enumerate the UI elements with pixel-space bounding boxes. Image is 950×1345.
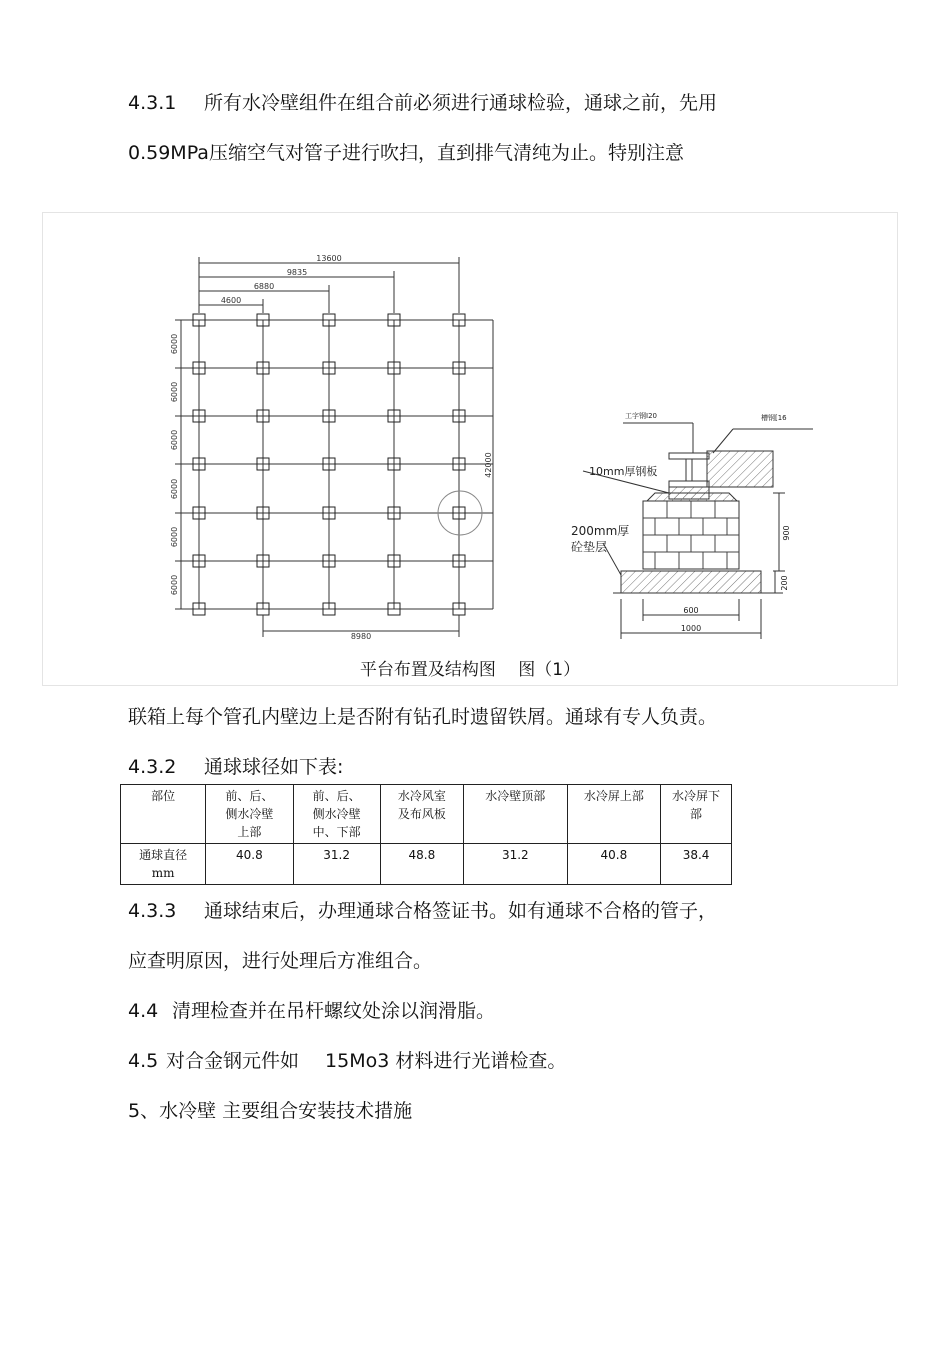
table-cell: 48.8 — [380, 844, 463, 885]
paragraph-4-3-1-line1 — [128, 88, 717, 115]
figure-platform-layout — [42, 212, 898, 686]
dim-base: 200 — [780, 575, 789, 591]
dim-left-4: 6000 — [170, 478, 179, 500]
table-cell: 40.8 — [567, 844, 660, 885]
table-header-cell — [567, 785, 660, 844]
dim-left-5: 6000 — [170, 526, 179, 548]
table-cell: 38.4 — [661, 844, 732, 885]
dim-top-1: 13600 — [316, 254, 342, 263]
pad-label-line2: 砼垫层 — [571, 540, 608, 554]
pad-label-line1: 200mm厚 — [571, 524, 630, 538]
dim-left-6: 6000 — [170, 574, 179, 596]
section-number: 4.4 — [128, 1000, 159, 1022]
table-cell: 31.2 — [293, 844, 380, 885]
plate-label: 10mm厚钢板 — [589, 465, 658, 478]
table-cell: 31.2 — [463, 844, 567, 885]
table-header-cell — [121, 785, 206, 844]
header-front-upper: 前、后、 侧水冷壁 上部 — [225, 789, 274, 839]
table-cell: 40.8 — [206, 844, 293, 885]
dim-top-2: 9835 — [286, 268, 308, 277]
dim-top-3: 6880 — [253, 282, 275, 291]
header-front-lower: 前、后、 侧水冷壁 中、下部 — [312, 789, 361, 839]
dim-top-4: 4600 — [220, 296, 242, 305]
header-part: 部位 — [151, 789, 176, 803]
paragraph-4-3-1-line2: 0.59MPa压缩空气对管子进行吹扫，直到排气清纯为止。特别注意 — [128, 142, 684, 164]
row-label: 通球直径 mm — [121, 844, 206, 885]
figure-caption: 平台布置及结构图 图（1） — [359, 660, 581, 680]
paragraph-text: 通球结束后，办理通球合格签证书。如有通球不合格的管子， — [204, 900, 718, 922]
dim-width-inner: 600 — [683, 606, 699, 615]
paragraph-4-3-3-line1 — [128, 896, 717, 923]
channel-label: 槽钢[16 — [761, 414, 787, 422]
paragraph-text: 清理检查并在吊杆螺纹处涂以润滑脂。 — [172, 1000, 496, 1022]
paragraph-4-3-3-line2: 应查明原因，进行处理后方准组合。 — [128, 950, 433, 972]
header-screen-upper: 水冷屏上部 — [583, 789, 644, 803]
paragraph-4-5 — [128, 1046, 566, 1073]
section-number: 4.5 — [128, 1050, 159, 1072]
paragraph-text-a: 对合金钢元件如 — [166, 1050, 300, 1072]
paragraph-4-4 — [128, 996, 495, 1023]
header-roof: 水冷壁顶部 — [485, 789, 546, 803]
section-5-heading: 5、水冷壁 主要组合安装技术措施 — [128, 1100, 413, 1122]
section-number: 4.3.3 — [128, 900, 177, 922]
table-header-cell — [293, 785, 380, 844]
dim-width-outer: 1000 — [680, 624, 702, 633]
table-row — [121, 844, 732, 885]
header-screen-lower: 水冷屏下 部 — [672, 789, 721, 821]
dim-height: 900 — [782, 525, 791, 541]
paragraph-4-3-2 — [128, 752, 343, 779]
paragraph-continuation: 联箱上每个管孔内壁边上是否附有钻孔时遗留铁屑。通球有专人负责。 — [128, 706, 718, 728]
dim-left-3: 6000 — [170, 429, 179, 451]
paragraph-text: 通球球径如下表: — [204, 756, 344, 778]
table-header-cell — [206, 785, 293, 844]
dim-right: 42000 — [484, 452, 493, 478]
paragraph-text: 所有水冷壁组件在组合前必须进行通球检验，通球之前，先用 — [204, 92, 718, 114]
platform-drawing — [43, 213, 897, 653]
header-windbox: 水冷风室 及布风板 — [397, 789, 446, 821]
table-header-cell — [661, 785, 732, 844]
dim-left-1: 6000 — [170, 333, 179, 355]
dim-left-2: 6000 — [170, 381, 179, 403]
table-header-cell — [380, 785, 463, 844]
paragraph-text-b: 15Mo3 材料进行光谱检查。 — [325, 1050, 567, 1072]
dim-bottom: 8980 — [350, 632, 372, 641]
table-header-cell — [463, 785, 567, 844]
ibeam-label: 工字钢I20 — [625, 412, 657, 420]
table-header-row — [121, 785, 732, 844]
section-number: 4.3.2 — [128, 756, 177, 778]
section-number: 4.3.1 — [128, 92, 177, 114]
ball-diameter-table — [120, 784, 732, 885]
